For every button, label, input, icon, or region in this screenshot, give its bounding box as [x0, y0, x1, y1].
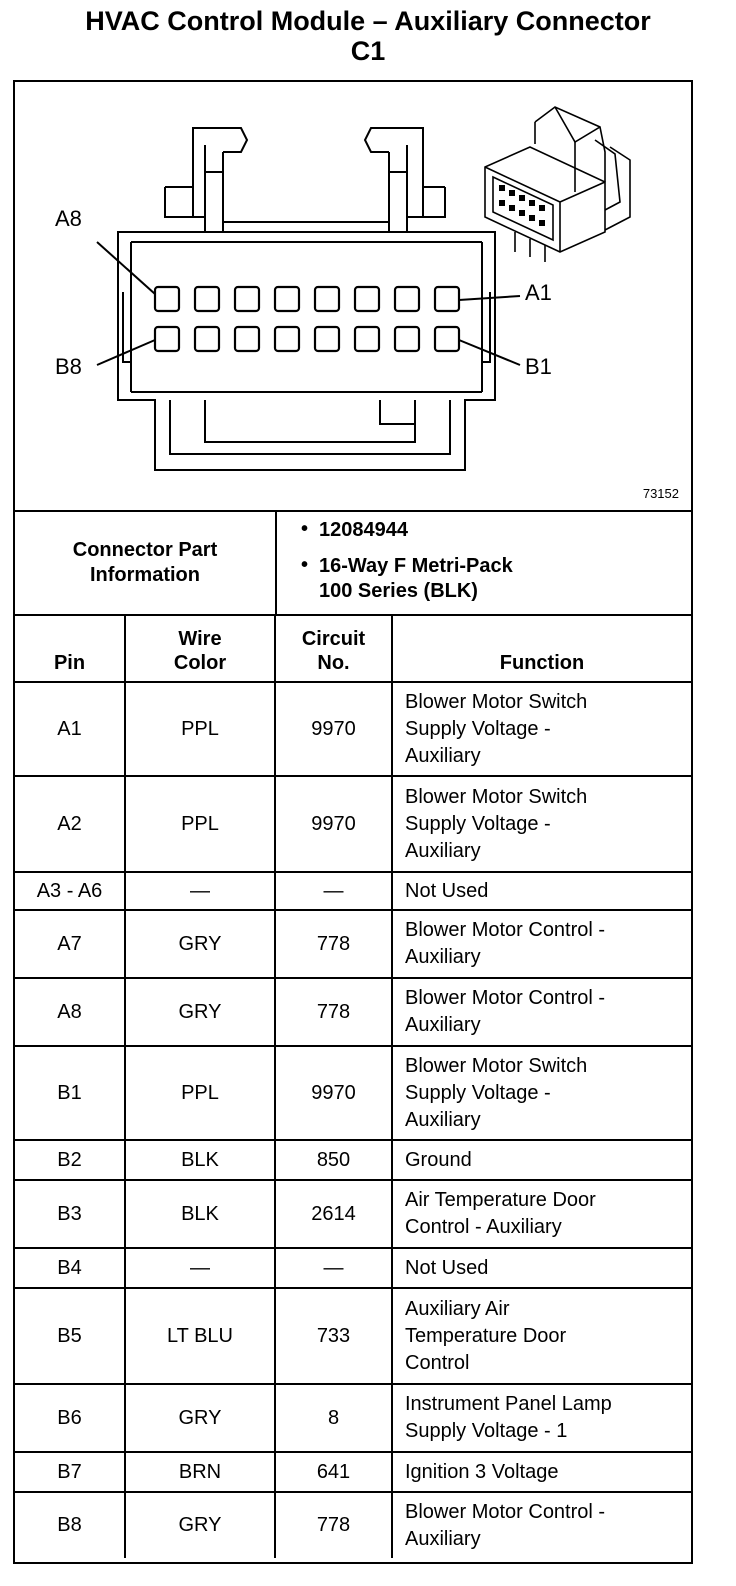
- cell-pin: A8: [15, 978, 125, 1046]
- label-a1: A1: [525, 280, 552, 305]
- cell-pin: B8: [15, 1492, 125, 1558]
- table-row: [15, 872, 691, 910]
- cell-pin: A2: [15, 776, 125, 872]
- cell-circuit: 778: [275, 978, 392, 1046]
- bullet-2: •: [301, 554, 309, 576]
- cell-function: Blower Motor Control - Auxiliary: [392, 1492, 691, 1558]
- table-row: [15, 776, 691, 872]
- cell-function: Blower Motor Control - Auxiliary: [392, 978, 691, 1046]
- title-line-1: HVAC Control Module – Auxiliary Connector: [85, 6, 651, 36]
- cell-pin: A7: [15, 910, 125, 978]
- page-title: [0, 6, 736, 66]
- connector-diagram: [15, 82, 691, 512]
- cell-wire-color: PPL: [125, 776, 275, 872]
- cell-wire-color: BLK: [125, 1140, 275, 1180]
- part-description-line-2: 100 Series (BLK): [319, 580, 478, 602]
- cell-wire-color: GRY: [125, 1384, 275, 1452]
- cell-pin: B4: [15, 1248, 125, 1288]
- connector-sheet: [13, 80, 693, 1564]
- table-row: [15, 1384, 691, 1452]
- cell-circuit: 8: [275, 1384, 392, 1452]
- cell-wire-color: —: [125, 1248, 275, 1288]
- part-info-details: [277, 512, 691, 614]
- part-description-line-1: 16-Way F Metri-Pack: [319, 555, 513, 577]
- cell-circuit: —: [275, 872, 392, 910]
- cell-function: Blower Motor Switch Supply Voltage - Auxiliary: [392, 1046, 691, 1140]
- table-row: [15, 1046, 691, 1140]
- header-function: Function: [392, 614, 691, 682]
- cell-pin: B6: [15, 1384, 125, 1452]
- cell-wire-color: BRN: [125, 1452, 275, 1492]
- part-info-heading-line-1: Connector Part: [72, 539, 218, 561]
- cell-circuit: 778: [275, 910, 392, 978]
- table-row: [15, 682, 691, 776]
- header-circuit-no: Circuit No.: [275, 614, 392, 682]
- table-row: [15, 978, 691, 1046]
- cell-wire-color: PPL: [125, 682, 275, 776]
- cell-function: Not Used: [392, 1248, 691, 1288]
- label-a8: A8: [55, 206, 82, 231]
- part-info-heading: [15, 512, 277, 614]
- pinout-table: [15, 614, 691, 1558]
- cell-circuit: 641: [275, 1452, 392, 1492]
- cell-wire-color: GRY: [125, 1492, 275, 1558]
- table-row: [15, 910, 691, 978]
- cell-function: Ground: [392, 1140, 691, 1180]
- label-b1: B1: [525, 354, 552, 379]
- table-header-row: [15, 614, 691, 682]
- cell-function: Blower Motor Switch Supply Voltage - Auxiliary: [392, 776, 691, 872]
- cell-circuit: 9970: [275, 682, 392, 776]
- cell-wire-color: LT BLU: [125, 1288, 275, 1384]
- table-row: [15, 1248, 691, 1288]
- table-row: [15, 1180, 691, 1248]
- cell-circuit: 778: [275, 1492, 392, 1558]
- table-row: [15, 1288, 691, 1384]
- figure-number: 73152: [642, 486, 679, 501]
- cell-pin: B7: [15, 1452, 125, 1492]
- title-line-2: C1: [350, 36, 386, 66]
- cell-wire-color: BLK: [125, 1180, 275, 1248]
- cell-pin: B3: [15, 1180, 125, 1248]
- cell-pin: B5: [15, 1288, 125, 1384]
- cell-pin: A1: [15, 682, 125, 776]
- cell-function: Not Used: [392, 872, 691, 910]
- cell-wire-color: PPL: [125, 1046, 275, 1140]
- cell-function: Air Temperature Door Control - Auxiliary: [392, 1180, 691, 1248]
- part-info-heading-line-2: Information: [90, 564, 200, 586]
- cell-circuit: 9970: [275, 1046, 392, 1140]
- cell-circuit: 9970: [275, 776, 392, 872]
- cell-circuit: 2614: [275, 1180, 392, 1248]
- cell-circuit: —: [275, 1248, 392, 1288]
- cell-wire-color: GRY: [125, 910, 275, 978]
- cell-wire-color: GRY: [125, 978, 275, 1046]
- bullet-1: •: [301, 518, 309, 540]
- cell-pin: B1: [15, 1046, 125, 1140]
- connector-part-information: [15, 512, 691, 616]
- table-row: [15, 1452, 691, 1492]
- cell-function: Auxiliary Air Temperature Door Control: [392, 1288, 691, 1384]
- cell-pin: B2: [15, 1140, 125, 1180]
- label-b8: B8: [55, 354, 82, 379]
- cell-function: Ignition 3 Voltage: [392, 1452, 691, 1492]
- cell-function: Blower Motor Control - Auxiliary: [392, 910, 691, 978]
- cell-function: Blower Motor Switch Supply Voltage - Auxiliary: [392, 682, 691, 776]
- header-pin: Pin: [15, 614, 125, 682]
- part-number: 12084944: [319, 519, 408, 541]
- cell-pin: A3 - A6: [15, 872, 125, 910]
- cell-circuit: 850: [275, 1140, 392, 1180]
- cell-wire-color: —: [125, 872, 275, 910]
- table-row: [15, 1492, 691, 1558]
- cell-function: Instrument Panel Lamp Supply Voltage - 1: [392, 1384, 691, 1452]
- table-row: [15, 1140, 691, 1180]
- connector-face-drawing: [15, 82, 691, 510]
- header-wire-color: Wire Color: [125, 614, 275, 682]
- cell-circuit: 733: [275, 1288, 392, 1384]
